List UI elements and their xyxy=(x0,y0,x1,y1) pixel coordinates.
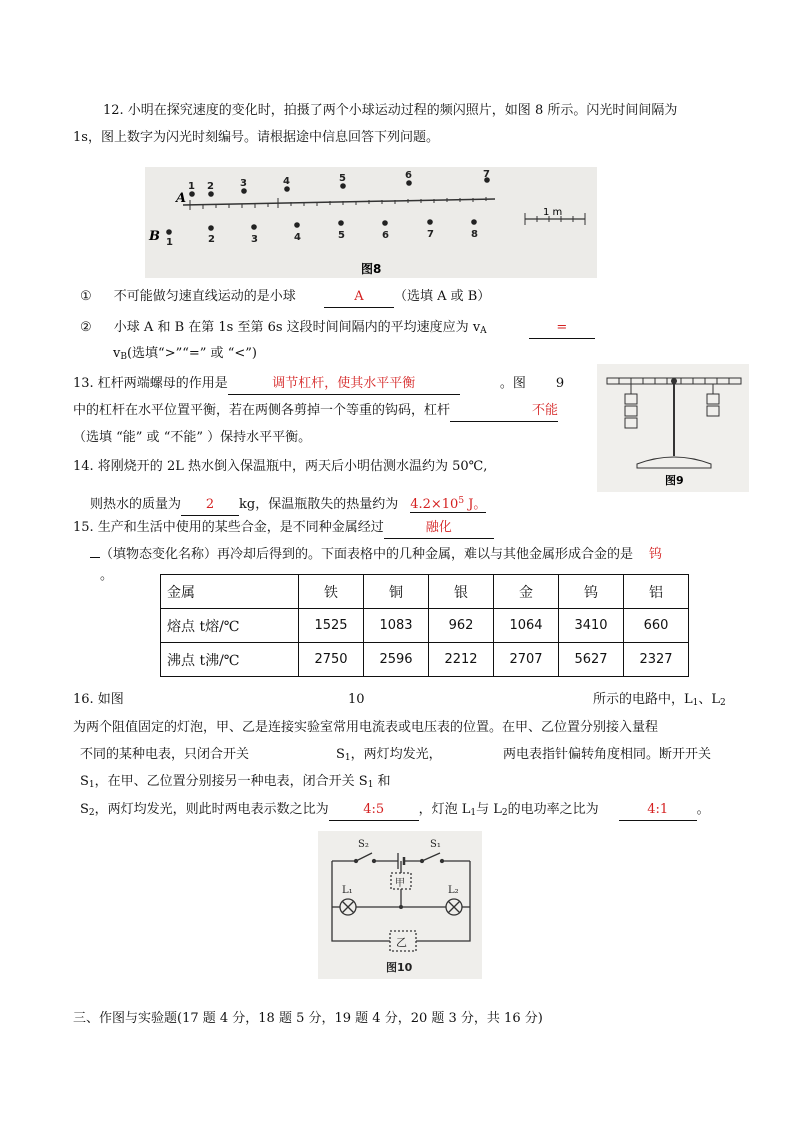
table-melt-label: 熔点 t熔/℃ xyxy=(161,609,299,643)
q12-sub2-text: 小球 A 和 B 在第 1s 至第 6s 这段时间间隔内的平均速度应为 v xyxy=(113,320,481,335)
table-boil-label: 沸点 t沸/℃ xyxy=(161,643,299,677)
q13-line2 xyxy=(73,401,558,422)
q12-sub2-sub-b: B xyxy=(120,352,127,362)
ball-a-num-1: 1 xyxy=(188,181,195,192)
table-cell: 2212 xyxy=(429,643,494,677)
q15-line2 xyxy=(90,545,662,565)
table-cell: 2596 xyxy=(364,643,429,677)
q16-t5c-sub: 1 xyxy=(470,808,477,818)
q14-answer2-unit: J。 xyxy=(468,497,487,512)
figure-9-drawing xyxy=(597,364,749,492)
ball-b-num-1: 1 xyxy=(166,237,173,248)
figure-10-s2-label: S₂ xyxy=(358,839,369,850)
table-cell: 962 xyxy=(429,609,494,643)
table-cell: 1064 xyxy=(494,609,559,643)
q13-answer1: 调节杠杆，使其水平平衡 xyxy=(228,374,460,395)
ball-a-num-7: 7 xyxy=(483,169,490,180)
q16-t5a: S xyxy=(80,802,89,817)
q16-line2: 为两个阻值固定的灯泡，甲、乙是连接实验室常用电流表或电压表的位置。在甲、乙位置分别接入量程 xyxy=(73,720,659,735)
q12-sub2-sub-a: A xyxy=(480,326,487,336)
table-header-copper: 铜 xyxy=(364,575,429,609)
ball-b-num-4: 4 xyxy=(294,232,301,243)
q14-answer2-base: 4.2×10 xyxy=(410,497,459,512)
table-row xyxy=(161,643,689,677)
table-header-metal: 金属 xyxy=(161,575,299,609)
table-cell: 660 xyxy=(624,609,689,643)
q16-t4b: ，在甲、乙位置分别接另一种电表，闭合开关 S xyxy=(94,774,368,789)
q16-t3c: ，两灯均发光， xyxy=(350,747,442,762)
q16-t5d: 与 L xyxy=(476,802,502,817)
q16-t5e: 的电功率之比为 xyxy=(507,802,599,817)
ball-b-num-2: 2 xyxy=(208,234,215,245)
table-row xyxy=(161,609,689,643)
q13-answer2: 不能 xyxy=(450,401,558,422)
q12-sub2-num: ② xyxy=(80,320,92,335)
ball-b-num-3: 3 xyxy=(251,234,258,245)
q13-line1 xyxy=(73,374,564,395)
q12-sub1-num: ① xyxy=(80,289,92,304)
q12-sub1-answer: A xyxy=(324,287,394,308)
ball-b-num-6: 6 xyxy=(382,230,389,241)
q12-sub2-line2 xyxy=(113,344,257,367)
q16-line3a: 不同的某种电表，只闭合开关 xyxy=(80,747,250,762)
q13-text1b: 。图 xyxy=(499,376,526,391)
q14-line1: 14. 将刚烧开的 2L 热水倒入保温瓶中，两天后小明估测水温约为 50℃, xyxy=(73,459,488,474)
section-3-heading: 三、作图与实验题(17 题 4 分，18 题 5 分，19 题 4 分，20 题 3 分，共 16 分) xyxy=(73,1011,543,1026)
q16-t5b: ，两灯均发光，则此时两电表示数之比为 xyxy=(94,802,329,817)
q12-sub1-text: 不可能做匀速直线运动的是小球 xyxy=(113,289,296,304)
q14-answer2 xyxy=(410,497,486,513)
table-cell: 2707 xyxy=(494,643,559,677)
q14-text2a: 则热水的质量为 xyxy=(90,497,182,512)
figure-10-jia-label: 甲 xyxy=(395,878,405,889)
q14-line2 xyxy=(90,491,486,516)
figure-10-s1-label: S₁ xyxy=(430,839,441,850)
figure-10-drawing xyxy=(318,831,482,979)
table-cell: 2327 xyxy=(624,643,689,677)
q16-t4b-sub: 1 xyxy=(367,780,374,790)
figure-8-label-a: A xyxy=(176,191,187,206)
figure-8-label-b: B xyxy=(149,229,160,244)
ball-a-num-6: 6 xyxy=(405,170,412,181)
q16-answer1: 4:5 xyxy=(329,800,419,821)
q15-blank xyxy=(90,557,100,558)
q16-answer2: 4:1 xyxy=(619,800,697,821)
q16-t3b-sub: 1 xyxy=(344,753,351,763)
q16-t4c: 和 xyxy=(373,774,391,789)
table-cell: 1083 xyxy=(364,609,429,643)
ball-a-num-5: 5 xyxy=(339,173,346,184)
ball-a-num-2: 2 xyxy=(207,181,214,192)
figure-10-yi-label: 乙 xyxy=(396,936,407,949)
q13-fig-no: 9 xyxy=(555,376,565,391)
q15-answer2: 钨 xyxy=(649,547,663,562)
table-header-aluminum: 铝 xyxy=(624,575,689,609)
q16-line4 xyxy=(80,772,391,795)
q15-dot: 。 xyxy=(100,568,114,583)
table-header-silver: 银 xyxy=(429,575,494,609)
q16-line1c xyxy=(593,690,726,713)
q16-t1d-sub: 2 xyxy=(720,698,726,708)
q16-line1a: 16. 如图 xyxy=(73,692,124,707)
table-row xyxy=(161,575,689,609)
figure-8 xyxy=(145,167,597,278)
table-header-iron: 铁 xyxy=(299,575,364,609)
ball-a-num-4: 4 xyxy=(283,176,290,187)
figure-9-caption: 图9 xyxy=(665,474,684,487)
q16-line3d: 两电表指针偏转角度相同。断开开关 xyxy=(503,747,712,762)
table-cell: 3410 xyxy=(559,609,624,643)
q12-sub1-tail: （选填 A 或 B） xyxy=(393,289,491,304)
figure-10-l2-label: L₂ xyxy=(448,885,459,896)
q15-answer1: 融化 xyxy=(384,518,494,539)
q16-t4a: S xyxy=(80,774,89,789)
q16-t1d: 、L xyxy=(698,692,721,707)
q16-t5c: ，灯泡 L xyxy=(418,802,471,817)
q14-answer2-exp: 5 xyxy=(458,496,465,506)
q16-t4a-sub: 1 xyxy=(88,780,95,790)
q13-text2: 中的杠杆在水平位置平衡，若在两侧各剪掉一个等重的钩码，杠杆 xyxy=(73,403,451,418)
figure-10-caption: 图10 xyxy=(386,961,413,974)
q12-sub2-v: v xyxy=(113,346,121,361)
metal-table xyxy=(160,574,689,677)
q16-line5 xyxy=(80,800,710,823)
table-cell: 5627 xyxy=(559,643,624,677)
table-header-tungsten: 钨 xyxy=(559,575,624,609)
figure-8-drawing xyxy=(145,167,597,278)
q12-sub1 xyxy=(80,287,490,308)
table-cell: 2750 xyxy=(299,643,364,677)
q16-t1c: 所示的电路中，L xyxy=(593,692,693,707)
q13-text1: 13. 杠杆两端螺母的作用是 xyxy=(73,376,228,391)
ball-b-num-8: 8 xyxy=(471,229,478,240)
q13-line3: （选填 “能” 或 “不能” ）保持水平平衡。 xyxy=(73,430,312,445)
figure-8-scale: 1 m xyxy=(543,207,563,218)
figure-9 xyxy=(597,364,749,492)
q16-line1b: 10 xyxy=(348,692,365,707)
q16-t3b: S xyxy=(336,747,345,762)
ball-b-num-5: 5 xyxy=(338,230,345,241)
q16-t5a-sub: 2 xyxy=(88,808,95,818)
q16-t1c-sub: 1 xyxy=(692,698,699,708)
q15-line1 xyxy=(73,518,494,539)
q12-line2: 1s，图上数字为闪光时刻编号。请根据途中信息回答下列问题。 xyxy=(73,130,439,145)
figure-8-caption: 图8 xyxy=(361,262,382,276)
q16-t5f: 。 xyxy=(696,802,710,817)
q16-line3b xyxy=(336,745,442,768)
q12-sub2 xyxy=(80,318,595,341)
ball-b-num-7: 7 xyxy=(427,229,434,240)
table-header-gold: 金 xyxy=(494,575,559,609)
figure-10 xyxy=(318,831,482,979)
q14-answer1: 2 xyxy=(181,495,239,516)
q15-text1: 15. 生产和生活中使用的某些合金，是不同种金属经过 xyxy=(73,520,384,535)
q12-sub2-answer: = xyxy=(529,318,595,339)
q16-t5d-sub: 2 xyxy=(501,808,508,818)
q12-line1: 12. 小明在探究速度的变化时，拍摄了两个小球运动过程的频闪照片，如图 8 所示。闪光时间间隔为 xyxy=(103,103,678,118)
table-cell: 1525 xyxy=(299,609,364,643)
ball-a-num-3: 3 xyxy=(240,178,247,189)
q14-text2b: kg，保温瓶散失的热量约为 xyxy=(239,497,399,512)
q12-sub2-tail: (选填“>”“=” 或 “<”) xyxy=(126,346,257,361)
q15-text2: （填物态变化名称）再冷却后得到的。下面表格中的几种金属，难以与其他金属形成合金的是 xyxy=(100,547,634,562)
figure-10-l1-label: L₁ xyxy=(342,885,353,896)
